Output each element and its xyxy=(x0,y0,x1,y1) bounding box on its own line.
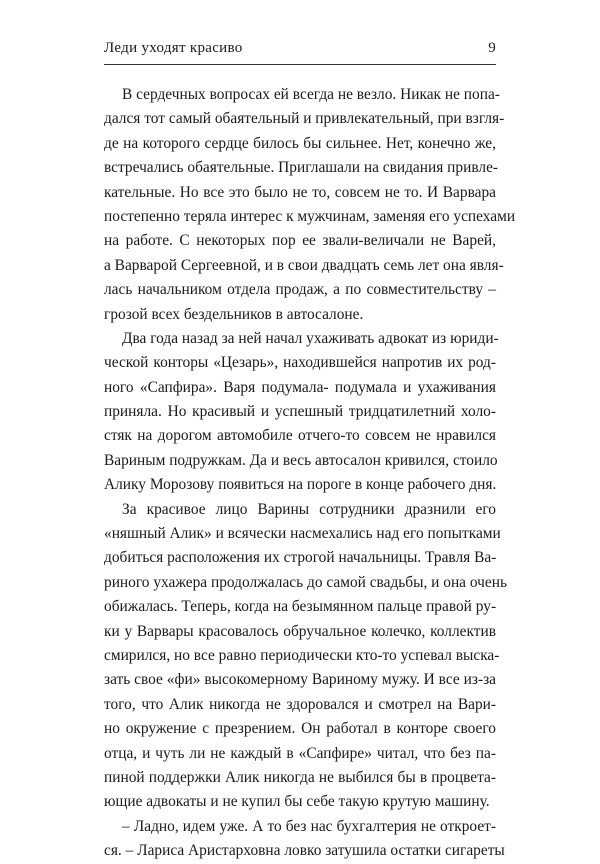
text-line: добиться расположения их строгой начальницы. Травля Ва- xyxy=(104,549,497,567)
text-line: постепенно теряла интерес к мужчинам, заменяя его успехами xyxy=(104,207,516,225)
running-title: Леди уходят красиво xyxy=(104,40,243,56)
text-line: лась начальником отдела продаж, а по совместительству – xyxy=(104,281,496,299)
text-line: стяк на дорогом автомобиле отчего-то совсем не нравился xyxy=(104,427,496,445)
text-line: «няшный Алик» и всячески насмехались над его попытками xyxy=(104,525,501,543)
text-line: на работе. С некоторых пор ее звали-величали не Варей, xyxy=(104,232,496,250)
text-line: отца, и чуть ли не каждый в «Сапфире» читал, что без па- xyxy=(104,744,496,762)
text-line: но окружение с презрением. Он работал в конторе своего xyxy=(104,720,496,738)
text-line: обижалась. Теперь, когда на безымянном пальце правой ру- xyxy=(104,598,497,616)
header-rule xyxy=(104,64,496,65)
text-line: Вариным подружкам. Да и весь автосалон кривился, стоило xyxy=(104,451,498,469)
text-line: – Ладно, идем уже. А то без нас бухгалтерия не откроет- xyxy=(122,817,496,835)
text-line: ного «Сапфира». Варя подумала- подумала и ухаживания xyxy=(104,378,496,396)
text-line: ющие адвокаты и не купил бы себе такую крутую машину. xyxy=(104,793,490,811)
text-line: де на которого сердце билось бы сильнее. Нет, конечно же, xyxy=(104,134,496,152)
text-line: того, что Алик никогда не здоровался и смотрел на Вари- xyxy=(104,695,496,713)
text-line: ся. – Лариса Аристарховна ловко затушила остатки сигареты xyxy=(104,842,505,860)
text-line: смирился, но все равно периодически кто-то успевал выска- xyxy=(104,646,500,664)
text-line: ческой конторы «Цезарь», находившейся напротив их род- xyxy=(104,354,496,372)
text-line: пиной поддержки Алик никогда не выбился бы в процвета- xyxy=(104,768,496,786)
text-line: ки у Варвары красовалось обручальное колечко, коллектив xyxy=(104,622,496,640)
text-line: грозой всех бездельников в автосалоне. xyxy=(104,305,364,323)
page-number: 9 xyxy=(488,40,496,56)
text-line: Два года назад за ней начал ухаживать адвокат из юриди- xyxy=(122,329,499,347)
text-line: зать свое «фи» высокомерному Вариному мужу. И все из-за xyxy=(104,671,496,689)
text-line: а Варварой Сергеевной, и в свои двадцать семь лет она явля- xyxy=(104,256,504,274)
text-line: кательные. Но все это было не то, совсем не то. И Варвара xyxy=(104,183,496,201)
body-text xyxy=(104,83,516,864)
text-line: За красивое лицо Варины сотрудники дразнили его xyxy=(122,500,496,518)
text-line: В сердечных вопросах ей всегда не везло. Никак не попа- xyxy=(122,86,500,103)
running-header xyxy=(104,40,496,57)
text-line: риного ухажера продолжалась до самой свадьбы, и она очень xyxy=(104,573,507,591)
text-line: приняла. Но красивый и успешный тридцатилетний холо- xyxy=(104,403,496,421)
text-line: дался тот самый обаятельный и привлекательный, при взгля- xyxy=(104,110,505,128)
text-line: Алику Морозову появиться на пороге в конце рабочего дня. xyxy=(104,476,497,494)
text-line: встречались обаятельные. Приглашали на свидания привле- xyxy=(104,159,499,177)
